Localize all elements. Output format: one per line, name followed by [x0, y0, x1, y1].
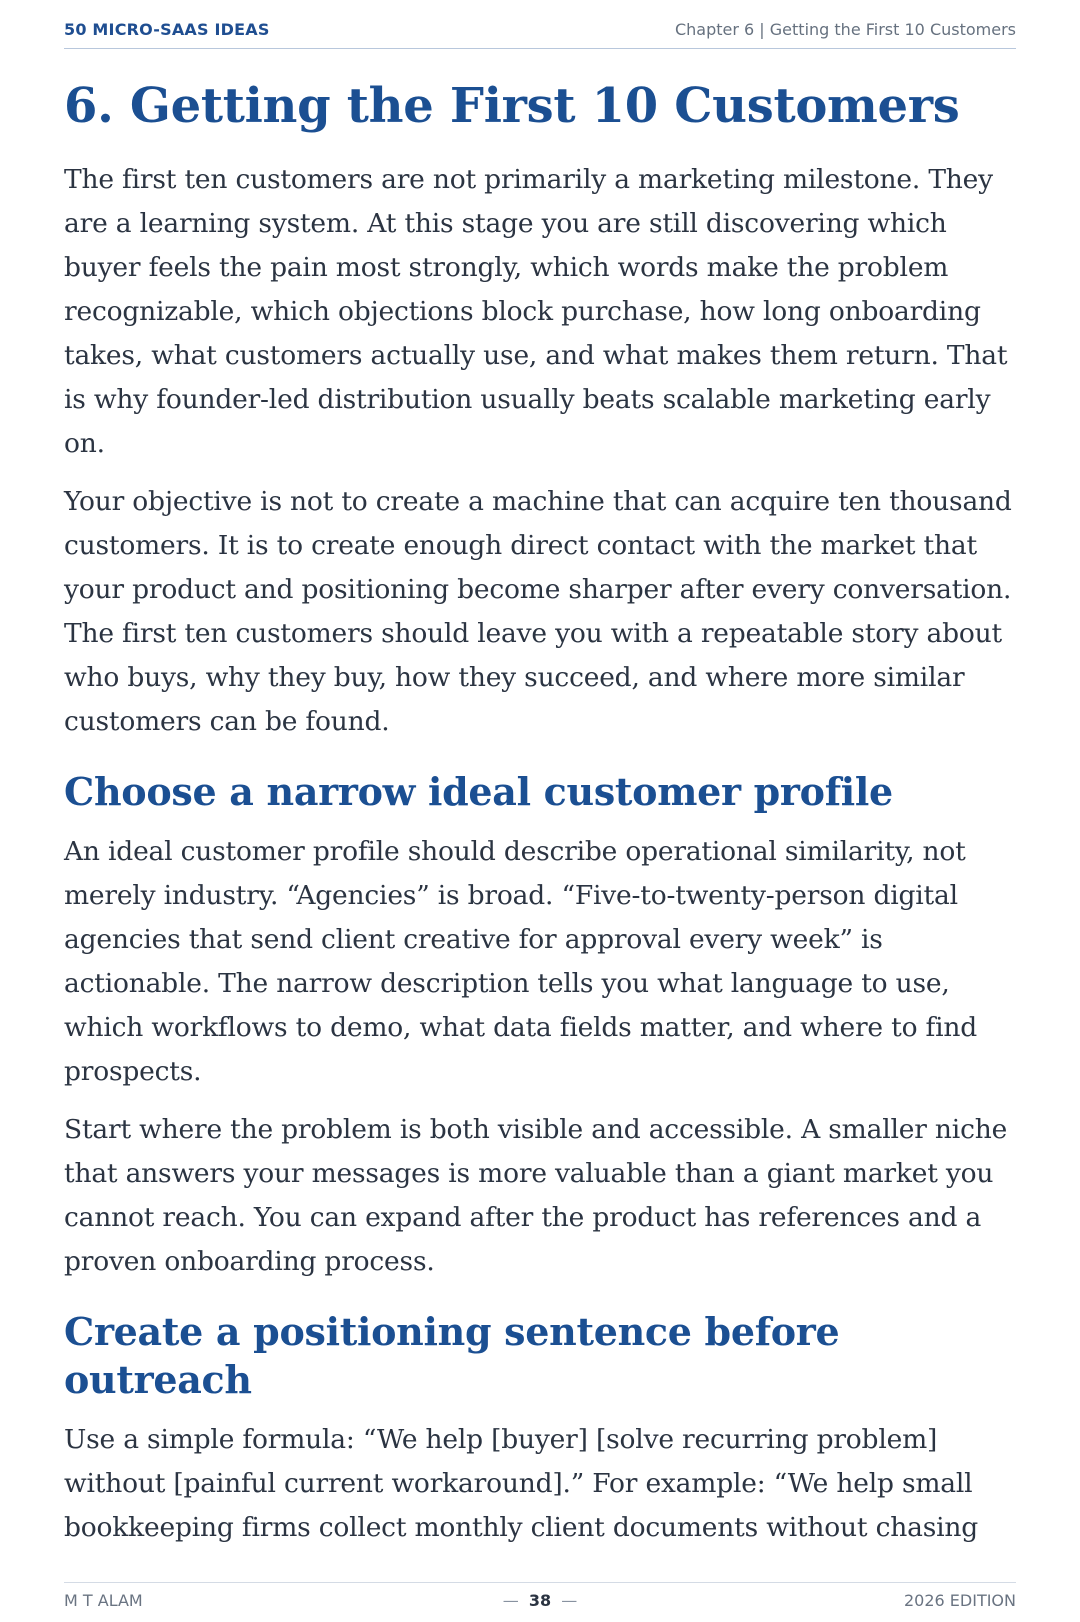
body-paragraph: An ideal customer profile should describe operational similarity, not merely industry. “Agencies” is broad. “Five-to-twenty-person digital agencies that send client creative for approval every week” is actionable. The narrow description tells you what language to use, which workflows to demo, what data fields matter, and where to find prospects.: [64, 836, 978, 1087]
author-name: M T ALAM: [64, 1591, 143, 1610]
dash-left: —: [502, 1591, 519, 1610]
intro-paragraph: Your objective is not to create a machine that can acquire ten thousand customers. It is to create enough direct contact with the market that your product and positioning become sharper after every conversation. The first ten customers should leave you with a repeatable story about who buys, why they buy, how they succeed, and where more similar customers can be found.: [64, 486, 1012, 737]
chapter-label: Chapter 6 | Getting the First 10 Customers: [674, 20, 1016, 39]
book-title: 50 MICRO-SAAS IDEAS: [64, 20, 270, 39]
body-paragraph: Start where the problem is both visible and accessible. A smaller niche that answers your messages is more valuable than a giant market you cannot reach. You can expand after the product has references and a proven onboarding process.: [64, 1114, 1008, 1277]
page-number: 38: [528, 1591, 552, 1610]
chapter-title: 6. Getting the First 10 Customers: [64, 78, 960, 134]
intro-paragraph: The first ten customers are not primarily a marketing milestone. They are a learning system. At this stage you are still discovering which buyer feels the pain most strongly, which words make the problem recognizable, which objections block purchase, how long onboarding takes, what customers actually use, and what makes them return. That is why founder-led distribution usually beats scalable marketing early on.: [64, 164, 1008, 459]
body-paragraph: Use a simple formula: “We help [buyer] [solve recurring problem] without [painful current workaround].” For example: “We help small bookkeeping firms collect monthly client documents without chasing: [64, 1424, 979, 1543]
edition-label: 2026 EDITION: [903, 1591, 1016, 1610]
running-header: [64, 20, 1016, 49]
dash-right: —: [561, 1591, 578, 1610]
page-content: [64, 72, 1024, 1564]
page-number-group: [64, 1591, 1016, 1610]
running-footer: [64, 1582, 1016, 1610]
section-heading: Choose a narrow ideal customer profile: [64, 769, 893, 814]
section-heading: Create a positioning sentence before outreach: [64, 1309, 840, 1402]
